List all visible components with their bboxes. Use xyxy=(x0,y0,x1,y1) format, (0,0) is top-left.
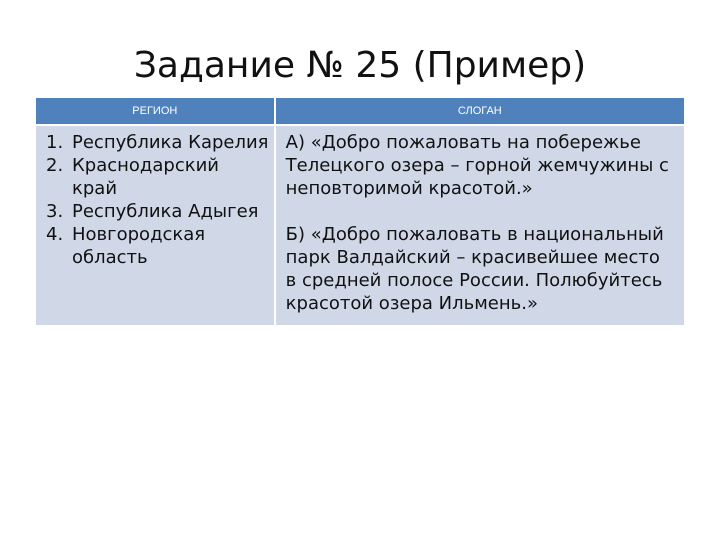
slogan-box xyxy=(276,126,684,325)
region-cell xyxy=(36,125,275,325)
region-name: Республика Карелия xyxy=(72,132,269,153)
table-header-row xyxy=(36,98,684,125)
region-item-1 xyxy=(46,131,270,154)
region-list xyxy=(36,126,274,279)
header-region: РЕГИОН xyxy=(36,98,275,125)
slogan-a: А) «Добро пожаловать на побережье Телецкого озера – горной жемчужины с неповторимой красотой.» xyxy=(285,132,669,199)
slogan-spacer xyxy=(286,200,676,223)
region-item-4 xyxy=(46,223,270,269)
region-number: 4. xyxy=(46,224,64,245)
slogan-cell xyxy=(275,125,684,325)
region-number: 2. xyxy=(46,155,64,176)
region-item-2 xyxy=(46,154,270,200)
table-row xyxy=(36,125,684,325)
region-item-3 xyxy=(46,200,270,223)
slogan-b: Б) «Добро пожаловать в национальный парк Валдайский – красивейшее место в средней полосе России. Полюбуйтесь красотой озера Ильмень.» xyxy=(285,224,664,314)
region-name: Краснодарский край xyxy=(72,155,219,199)
region-name: Новгородская область xyxy=(72,224,206,268)
slide-title: Задание № 25 (Пример) xyxy=(133,45,587,86)
region-slogan-table xyxy=(36,98,684,325)
region-number: 1. xyxy=(46,132,64,153)
region-number: 3. xyxy=(46,201,64,222)
header-slogan: СЛОГАН xyxy=(275,98,684,125)
region-name: Республика Адыгея xyxy=(72,201,259,222)
